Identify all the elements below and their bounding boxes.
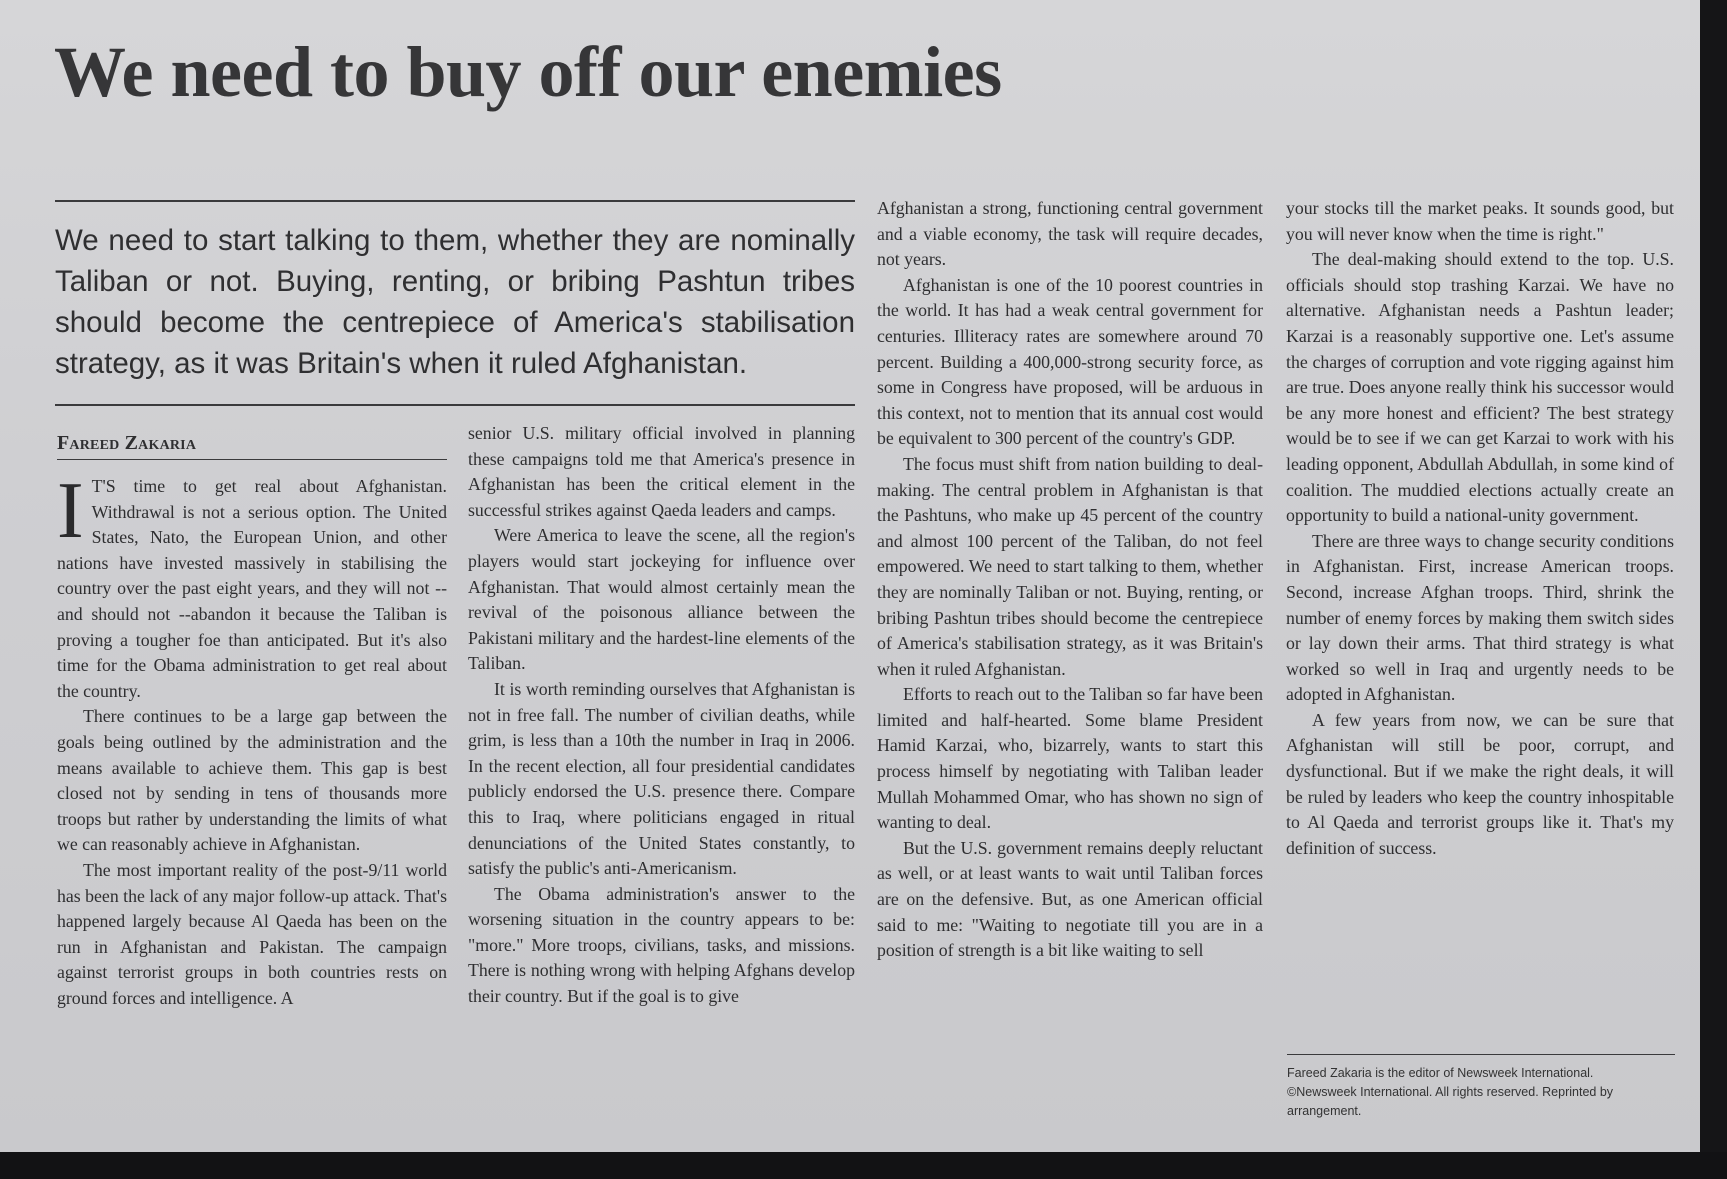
paragraph: A few years from now, we can be sure that Afghanistan will still be poor, corrupt, and dysfunctional. But if we make the right deals, it will be ruled by leaders who keep the country inhospitable to Al Qaeda and terrorist groups like it. That's my definition of success.	[1286, 709, 1674, 858]
copyright-note: ©Newsweek International. All rights reserved. Reprinted by arrangement.	[1287, 1085, 1614, 1118]
paragraph: There continues to be a large gap between the goals being outlined by the administration and the means available to achieve them. This gap is best closed not by sending in tens of thousands more troops but rather by understanding the limits of what we can reasonably achieve in Afghanistan.	[57, 706, 447, 855]
drop-cap: I	[57, 467, 84, 555]
byline: Fareed Zakaria	[57, 432, 197, 454]
paragraph: Were America to leave the scene, all the region's players would start jockeying for influence over Afghanistan. That would almost certainly mean the revival of the poisonous alliance between the Pakistani military and the hardest-line elements of the Taliban.	[468, 525, 855, 674]
author-bio: Fareed Zakaria is the editor of Newsweek International.	[1287, 1066, 1594, 1080]
headline: We need to buy off our enemies	[54, 32, 1002, 112]
article-column-3	[877, 196, 1263, 964]
paragraph: The deal-making should extend to the top. U.S. officials should stop trashing Karzai. We have no alternative. Afghanistan needs a Pashtun leader; Karzai is a reasonably supportive one. Let's assume the charges of corruption and vote rigging against him are true. Does anyone really think his successor would be any more honest and efficient? The best strategy would be to see if we can get Karzai to work with his leading opponent, Abdullah Abdullah, in some kind of coalition. The muddied elections actually create an opportunity to build a national-unity government.	[1286, 249, 1674, 526]
paragraph: Afghanistan is one of the 10 poorest countries in the world. It has had a weak central government for centuries. Illiteracy rates are somewhere around 70 percent. Building a 400,000-strong security force, as some in Congress have proposed, will be arduous in this context, not to mention that its annual cost would be equivalent to 300 percent of the country's GDP.	[877, 274, 1263, 449]
paragraph-text: T'S time to get real about Afghanistan. Withdrawal is not a serious option. The United States, Nato, the European Union, and other nations have invested massively in stabilising the country over the past eight years, and they will not -- and should not --abandon it because the Taliban is proving a tougher foe than anticipated. But it's also time for the Obama administration to get real about the country.	[57, 476, 447, 701]
paragraph: There are three ways to change security conditions in Afghanistan. First, increase American troops. Second, increase Afghan troops. Third, shrink the number of enemy forces by making them switch sides or lay down their arms. That third strategy is what worked so well in Iraq and urgently needs to be adopted in Afghanistan.	[1286, 530, 1674, 705]
byline-rule	[57, 459, 447, 460]
paragraph: The Obama administration's answer to the worsening situation in the country appears to be: "more." More troops, civilians, tasks, and missions. There is nothing wrong with helping Afghans develop their country. But if the goal is to give	[468, 883, 855, 1007]
paragraph: But the U.S. government remains deeply reluctant as well, or at least wants to wait until Taliban forces are on the defensive. But, as one American official said to me: "Waiting to negotiate till you are in a position of strength is a bit like waiting to sell	[877, 837, 1263, 961]
article-column-4	[1286, 196, 1674, 861]
deck-bottom-rule	[55, 404, 855, 406]
paragraph: The focus must shift from nation building to deal-making. The central problem in Afghanistan is that the Pashtuns, who make up 45 percent of the country and almost 100 percent of the Taliban, do not feel empowered. We need to start talking to them, whether they are nominally Taliban or not. Buying, renting, or bribing Pashtun tribes should become the centrepiece of America's stabilisation strategy, as it was Britain's when it ruled Afghanistan.	[877, 453, 1263, 679]
deck-top-rule	[55, 200, 855, 202]
paragraph	[57, 467, 447, 704]
article-column-2	[468, 421, 855, 1010]
paragraph: It is worth reminding ourselves that Afghanistan is not in free fall. The number of civilian deaths, while grim, is less than a 10th the number in Iraq in 2006. In the recent election, all four presidential candidates publicly endorsed the U.S. presence there. Compare this to Iraq, where politicians engaged in ritual denunciations of the United States constantly, to satisfy the public's anti-Americanism.	[468, 678, 855, 879]
deck-summary: We need to start talking to them, whether they are nominally Taliban or not. Buying, renting, or bribing Pashtun tribes should become the centrepiece of America's stabilisation strategy, as it was Britain's when it ruled Afghanistan.	[55, 224, 855, 380]
paragraph: Efforts to reach out to the Taliban so far have been limited and half-hearted. Some blame President Hamid Karzai, who, bizarrely, wants to start this process himself by negotiating with Taliban leader Mullah Mohammed Omar, who has shown no sign of wanting to deal.	[877, 684, 1263, 833]
paragraph: senior U.S. military official involved in planning these campaigns told me that America's presence in Afghanistan has been the critical element in the successful strikes against Qaeda leaders and camps.	[468, 423, 855, 520]
page-edge-shadow	[1700, 0, 1727, 1179]
endnote-rule	[1287, 1054, 1675, 1055]
paragraph: Afghanistan a strong, functioning central government and a viable economy, the task will require decades, not years.	[877, 198, 1263, 270]
paragraph: The most important reality of the post-9/11 world has been the lack of any major follow-up attack. That's happened largely because Al Qaeda has been on the run in Afghanistan and Pakistan. The campaign against terrorist groups in both countries rests on ground forces and intelligence. A	[57, 859, 447, 1008]
page-bottom-shadow	[0, 1152, 1727, 1179]
article-column-1	[57, 467, 447, 1011]
paragraph: your stocks till the market peaks. It sounds good, but you will never know when the time is right."	[1286, 198, 1674, 244]
author-note	[1287, 1064, 1677, 1121]
